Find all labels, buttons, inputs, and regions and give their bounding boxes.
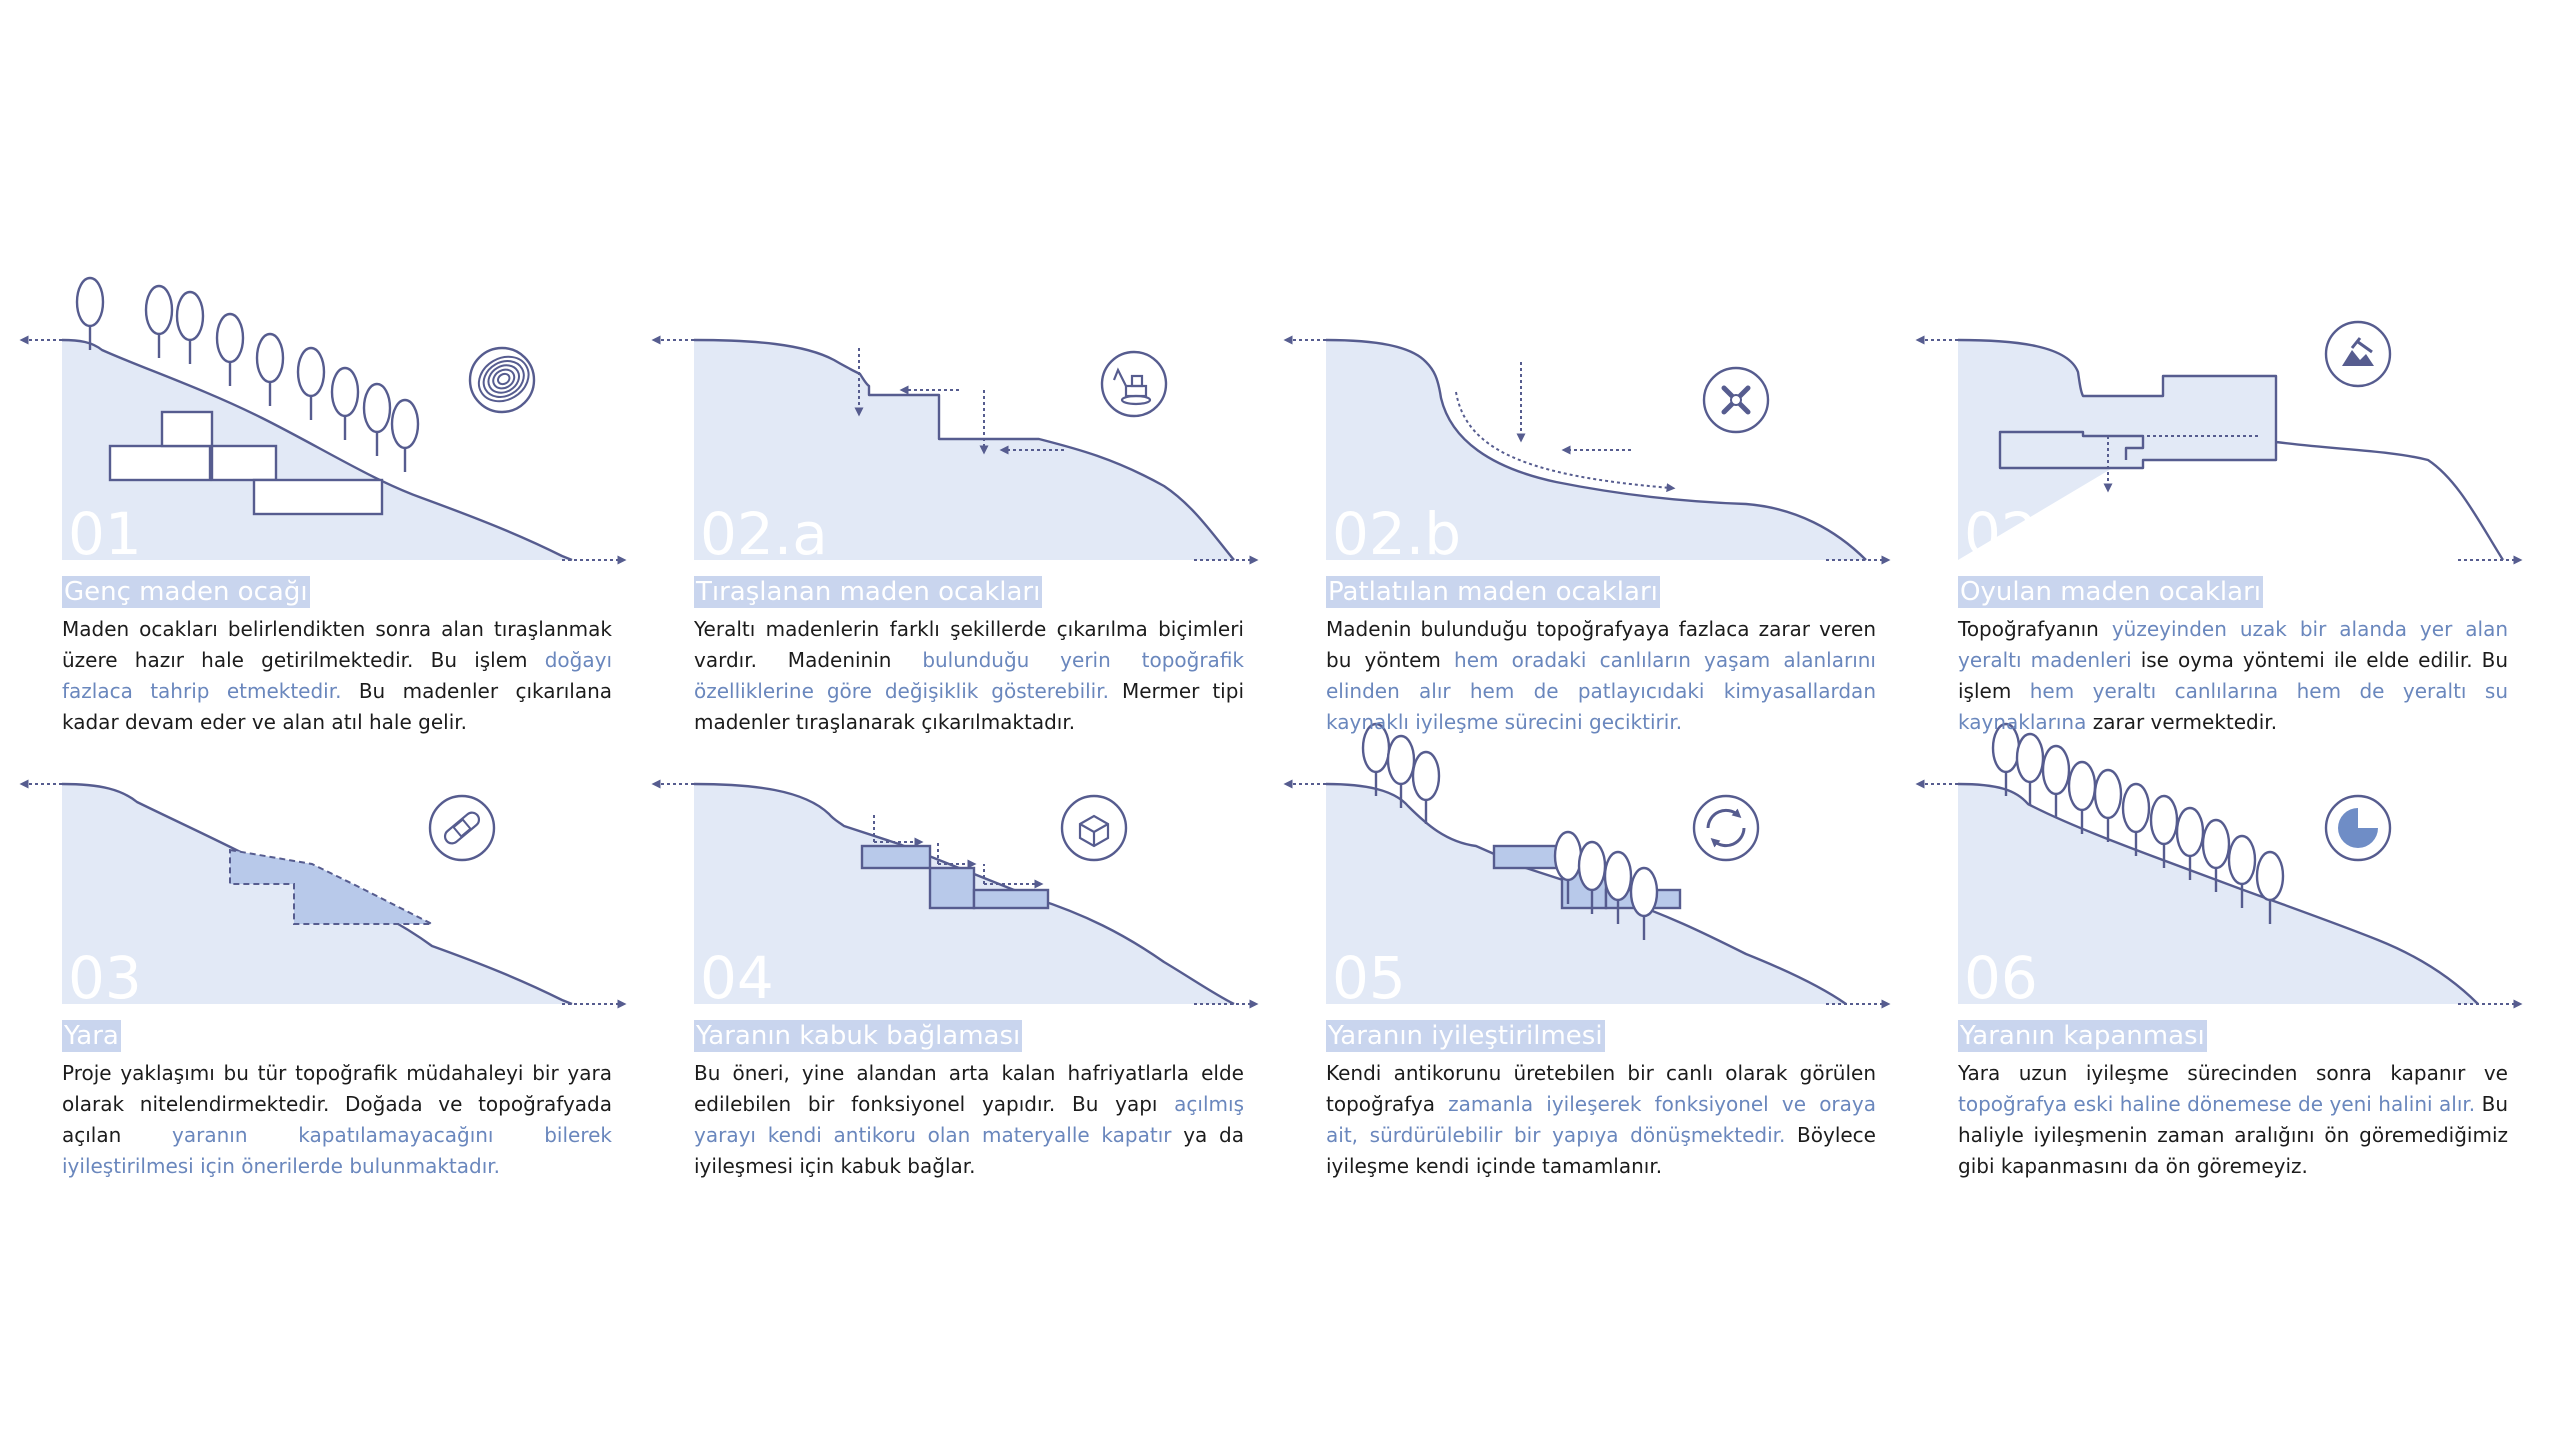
cycle-icon: [1694, 796, 1758, 860]
highlighted-text: yüzeyinden uzak bir alanda yer alan yeraltı madenleri: [1958, 617, 2508, 672]
panel-text: [694, 1020, 1244, 1182]
panel-description: [694, 614, 1244, 738]
bandage-icon: [430, 796, 494, 860]
body-text: Bu öneri, yine alandan arta kalan hafriyatlarla elde edilebilen bir fonksiyonel yapıdır. Bu yapı: [694, 1061, 1244, 1116]
scab-module: [862, 846, 930, 868]
panel-description: [1326, 614, 1876, 738]
panel-number: 04: [700, 944, 774, 1012]
panel-text: [694, 576, 1244, 738]
panel-diagram: [1288, 340, 1886, 568]
panel-number: 02.c: [1964, 500, 2089, 568]
panel-title: Tıraşlanan maden ocakları: [696, 577, 1041, 607]
panel-number: 03: [68, 944, 142, 1012]
topography-icon: [470, 348, 537, 412]
panel-text: [1326, 576, 1876, 738]
panel-diagram: [1288, 724, 1886, 1012]
highlighted-text: topoğrafya eski haline dönemese de yeni halini alır.: [1958, 1092, 2476, 1116]
panel-title: Yaranın kapanması: [1960, 1021, 2205, 1051]
body-text: Böylece iyileşme kendi içinde tamamlanır.: [1326, 1123, 1876, 1178]
body-text: Madenin bulunduğu topoğrafyaya fazlaca zarar veren bu yöntem: [1326, 617, 1876, 672]
panel-title: Genç maden ocağı: [64, 577, 308, 607]
panel-description: [62, 1058, 612, 1182]
panel-text: [62, 1020, 612, 1182]
highlighted-text: zamanla iyileşerek fonksiyonel ve oraya ait, sürdürülebilir bir yapıya dönüşmektedir.: [1326, 1092, 1876, 1147]
excavator-icon: [1102, 352, 1166, 416]
panel-description: [1958, 614, 2508, 738]
body-text: zarar vermektedir.: [2086, 710, 2278, 734]
panel-diagram: [1920, 322, 2518, 568]
panel-diagram: [24, 784, 622, 1012]
panel-description: [694, 1058, 1244, 1182]
panel-description: [1958, 1058, 2508, 1182]
panel-title: Oyulan maden ocakları: [1960, 577, 2261, 607]
rock-block: [254, 480, 382, 514]
panel-number: 02.b: [1332, 500, 1462, 568]
panel-number: 02.a: [700, 500, 828, 568]
scab-module: [1494, 846, 1562, 868]
panel-title: Yaranın iyileştirilmesi: [1328, 1021, 1603, 1051]
highlighted-text: açılmış yarayı kendi antikoru olan materyalle kapatır: [694, 1092, 1244, 1147]
body-text: Kendi antikorunu üretebilen bir canlı olarak görülen topoğrafya: [1326, 1061, 1876, 1116]
scab-module: [974, 890, 1048, 908]
body-text: Topoğrafyanın: [1958, 617, 2112, 641]
closing-circle-icon: [2326, 796, 2390, 860]
highlighted-text: yaranın kapatılamayacağını bilerek iyileştirilmesi için önerilerde bulunmaktadır.: [62, 1123, 612, 1178]
explosion-icon: [1704, 368, 1768, 432]
rock-block: [212, 446, 276, 480]
panel-diagram: [1920, 724, 2518, 1012]
panel-number: 06: [1964, 944, 2038, 1012]
body-text: Bu haliyle iyileşmenin zaman aralığını ön göremediğimiz gibi kapanmasını da ön göremeyiz.: [1958, 1092, 2508, 1178]
panel-text: [62, 576, 612, 738]
panel-text: [1958, 1020, 2508, 1182]
rock-block: [162, 412, 212, 446]
panel-number: 05: [1332, 944, 1406, 1012]
body-text: Maden ocakları belirlendikten sonra alan tıraşlanmak üzere hazır hale getirilmektedir. Bu işlem: [62, 617, 612, 672]
body-text: ise oyma yöntemi ile elde edilir. Bu işlem: [1958, 648, 2508, 703]
scab-module: [930, 868, 974, 908]
panel-title: Yaranın kabuk bağlaması: [696, 1021, 1021, 1051]
panel-description: [1326, 1058, 1876, 1182]
panel-description: [62, 614, 612, 738]
panel-diagram: [656, 340, 1254, 568]
highlighted-text: hem oradaki canlıların yaşam alanlarını elinden alır hem de patlayıcıdaki kimyasallardan kaynaklı iyileşme sürecini geciktirir.: [1326, 648, 1876, 734]
rock-block: [110, 446, 210, 480]
body-text: ya da iyileşmesi için kabuk bağlar.: [694, 1123, 1244, 1178]
panel-title: Patlatılan maden ocakları: [1328, 577, 1658, 607]
panel-title: Yara: [64, 1021, 119, 1051]
panel-diagram: [24, 278, 622, 568]
highlighted-text: hem yeraltı canlılarına hem de yeraltı su kaynaklarına: [1958, 679, 2508, 734]
panel-text: [1958, 576, 2508, 738]
panel-diagram: [656, 784, 1254, 1012]
highlighted-text: bulunduğu yerin topoğrafik özelliklerine göre değişiklik gösterebilir.: [694, 648, 1244, 703]
modules-icon: [1062, 796, 1126, 860]
body-text: Proje yaklaşımı bu tür topoğrafik müdahaleyi bir yara olarak nitelendirmektedir. Doğada ve topoğrafyada açılan: [62, 1061, 612, 1147]
body-text: Mermer tipi madenler tıraşlanarak çıkarılmaktadır.: [694, 679, 1244, 734]
body-text: Yeraltı madenlerin farklı şekillerde çıkarılma biçimleri vardır. Madeninin: [694, 617, 1244, 672]
body-text: Bu madenler çıkarılana kadar devam eder ve alan atıl hale gelir.: [62, 679, 613, 734]
body-text: Yara uzun iyileşme sürecinden sonra kapanır ve: [1958, 1061, 2508, 1085]
panel-number: 01: [68, 500, 142, 568]
mining-icon: [2326, 322, 2390, 386]
panel-text: [1326, 1020, 1876, 1182]
highlighted-text: doğayı fazlaca tahrip etmektedir.: [62, 648, 612, 703]
